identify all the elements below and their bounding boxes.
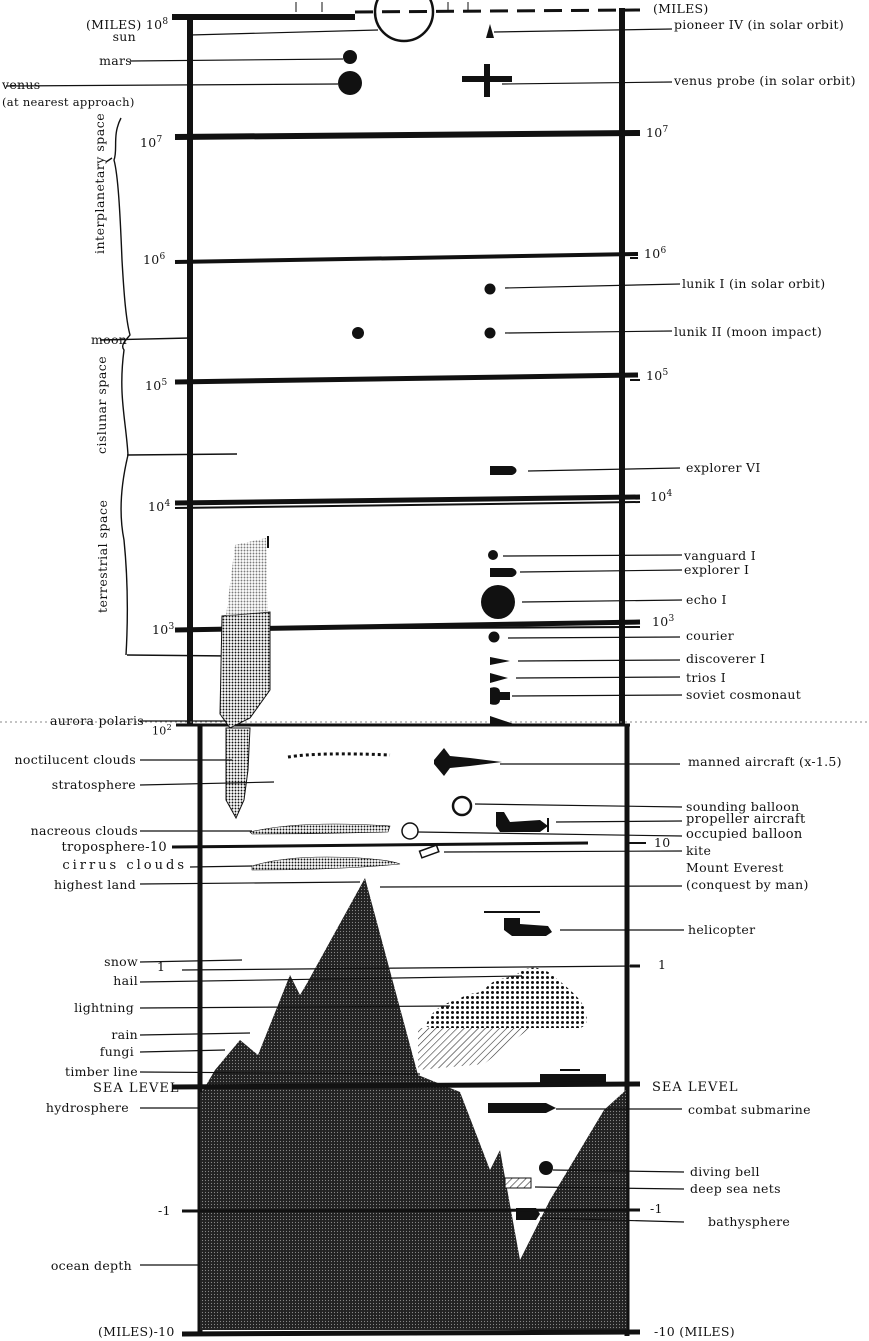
label-sun: sun: [112, 29, 136, 44]
region-terrestrial: terrestrial space: [95, 499, 110, 613]
left-tick-minus-1: -1: [158, 1203, 171, 1218]
left-tick-1e3: [152, 620, 175, 637]
top-right-scale-label: [653, 2, 709, 16]
label-kite: kite: [686, 843, 712, 858]
right-sea-level: SEA LEVEL: [652, 1080, 739, 1095]
label-manned-aircraft: manned aircraft (x-1.5): [688, 754, 842, 769]
label-echo-i: echo I: [686, 592, 727, 607]
bottom-left-scale: (MILES)-10: [98, 1324, 175, 1339]
tick-base: 10: [143, 252, 160, 268]
label-sounding-balloon: sounding balloon: [686, 799, 800, 814]
label-troposphere: troposphere-10: [61, 840, 167, 855]
left-sea-level: SEA LEVEL: [93, 1081, 180, 1096]
left-tick-1e7: [140, 133, 163, 150]
right-tick-1e5: [646, 366, 669, 383]
left-tick-1e4: [148, 497, 171, 514]
label-rain: rain: [111, 1027, 138, 1042]
tick-base: 10: [650, 489, 667, 505]
label-noctilucent-clouds: noctilucent clouds: [14, 752, 136, 767]
label-trios-i: trios I: [686, 670, 726, 685]
right-tick-1: 1: [658, 957, 667, 972]
right-tick-1e3: [652, 612, 675, 629]
label-courier: courier: [686, 628, 735, 643]
label-soviet-cosmonaut: soviet cosmonaut: [686, 687, 802, 702]
right-tick-1e4: [650, 487, 673, 504]
label-venus: venus: [2, 77, 41, 92]
label-ocean-depth: ocean depth: [50, 1258, 132, 1273]
label-pioneer-iv: pioneer IV (in solar orbit): [674, 17, 844, 32]
label-propeller-aircraft: propeller aircraft: [686, 812, 806, 827]
label-bathysphere: bathysphere: [708, 1214, 791, 1229]
right-tick-1e6: [644, 244, 667, 261]
tick-base: 10: [145, 378, 162, 394]
label-mount-everest: Mount Everest: [686, 860, 784, 875]
left-tick-1e5: [145, 376, 168, 393]
tick-exp: 6: [660, 246, 667, 256]
region-interplanetary: interplanetary space: [92, 112, 107, 254]
tick-exp: 6: [159, 252, 166, 262]
tick-exp: 3: [168, 622, 175, 632]
label-highest-land: highest land: [53, 877, 136, 892]
label-hydrosphere: hydrosphere: [45, 1100, 129, 1115]
label-deep-sea-nets: deep sea nets: [690, 1181, 781, 1196]
label-venus-approach: (at nearest approach): [2, 95, 135, 109]
tick-base: 10: [646, 368, 663, 384]
left-tick-1: 1: [157, 959, 166, 974]
label-explorer-i: explorer I: [684, 562, 750, 577]
right-tick-1e7: [646, 123, 669, 140]
label-lunik-ii: lunik II (moon impact): [674, 324, 823, 339]
tick-exp: 7: [662, 125, 669, 135]
label-conquest-by-man: (conquest by man): [686, 877, 809, 892]
label-occupied-balloon: occupied balloon: [686, 827, 803, 842]
left-tick-1e2: [152, 721, 172, 739]
label-hail: hail: [113, 973, 138, 988]
label-fungi: fungi: [99, 1044, 134, 1059]
label-nacreous-clouds: nacreous clouds: [30, 823, 138, 838]
label-venus-probe: venus probe (in solar orbit): [674, 73, 856, 88]
label-stratosphere: stratosphere: [51, 777, 136, 792]
tick-base: 10: [152, 724, 167, 738]
label-combat-submarine: combat submarine: [688, 1102, 811, 1117]
bottom-right-scale: -10 (MILES): [654, 1324, 735, 1339]
tick-exp: 7: [156, 135, 163, 145]
label-moon: moon: [91, 332, 128, 347]
label-mars: mars: [99, 53, 132, 68]
region-cislunar: cislunar space: [94, 355, 109, 454]
label-lunik-i: lunik I (in solar orbit): [682, 276, 826, 291]
region-brace: [100, 118, 237, 656]
label-vanguard-i: vanguard I: [684, 548, 756, 563]
label-snow: snow: [104, 954, 138, 969]
label-timber-line: timber line: [65, 1064, 138, 1079]
tick-exp: 5: [662, 368, 669, 378]
tick-exp: 5: [161, 378, 168, 388]
tick-exp: 4: [164, 499, 171, 509]
label-cirrus-clouds: cirrus clouds: [62, 858, 187, 873]
label-diving-bell: diving bell: [690, 1164, 760, 1179]
tick-base: 10: [140, 135, 157, 151]
celestial-bodies: [6, 0, 433, 339]
earth-profile: [172, 878, 684, 1330]
tick-base: 10: [646, 125, 663, 141]
tick-exp: 3: [668, 614, 675, 624]
top-scale-exp: 8: [162, 17, 169, 27]
label-helicopter: helicopter: [688, 922, 756, 937]
tick-base: 10: [148, 499, 165, 515]
label-explorer-vi: explorer VI: [686, 460, 761, 475]
label-lightning: lightning: [74, 1000, 134, 1015]
tick-exp: 2: [166, 723, 172, 732]
right-tick-minus-1: -1: [650, 1201, 663, 1216]
right-tick-10: 10: [654, 835, 671, 850]
top-right-unit: (MILES): [653, 1, 709, 16]
tick-exp: 4: [666, 489, 673, 499]
label-discoverer-i: discoverer I: [686, 651, 766, 666]
tick-base: 10: [644, 246, 661, 262]
tick-base: 10: [652, 614, 669, 630]
aurora-column: [140, 536, 270, 818]
label-aurora-polaris: aurora polaris: [50, 713, 144, 728]
tick-base: 10: [152, 622, 169, 638]
top-scale-unit: (MILES) 10: [86, 17, 163, 33]
left-tick-1e6: [143, 250, 166, 267]
